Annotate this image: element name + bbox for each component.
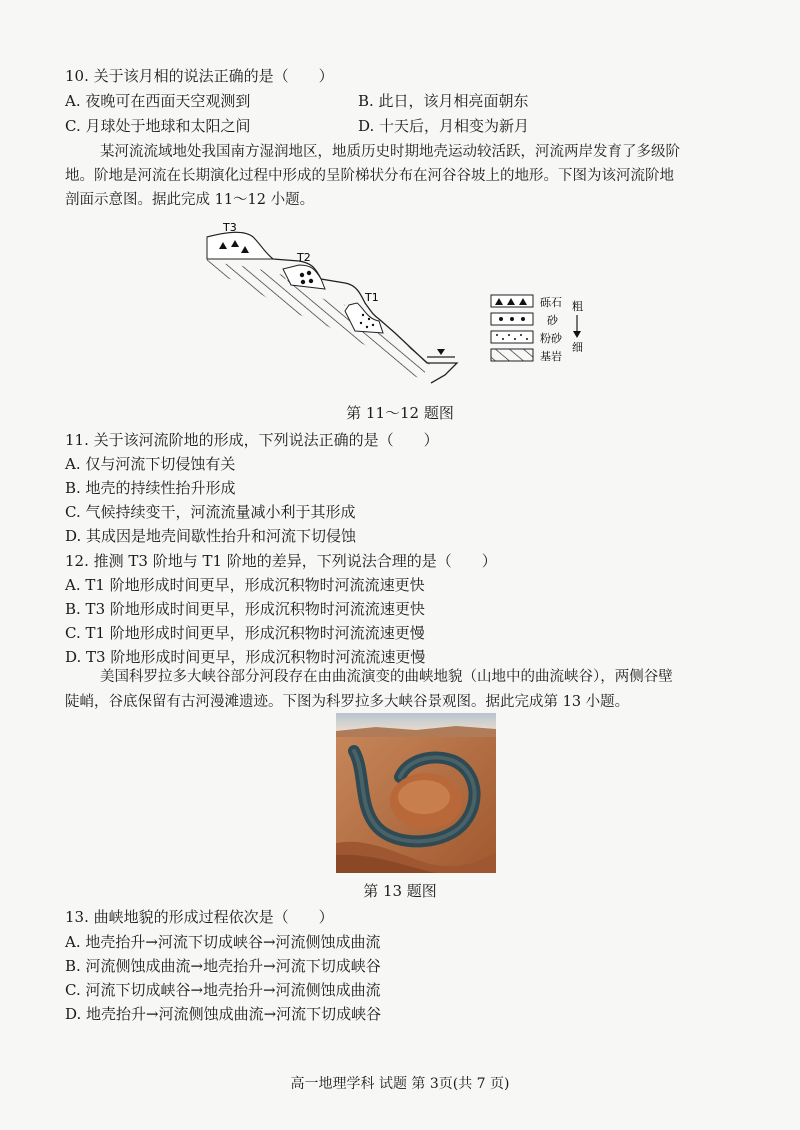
q13-option-d: D. 地壳抬升→河流侧蚀成曲流→河流下切成峡谷: [65, 1005, 382, 1023]
label-t2: T2: [297, 251, 311, 264]
q11-option-d: D. 其成因是地壳间歇性抬升和河流下切侵蚀: [65, 527, 357, 545]
intro-11-12-line3: 剖面示意图。据此完成 11～12 小题。: [65, 192, 315, 208]
silt-mark: [362, 314, 364, 316]
q11-option-c: C. 气候持续变干，河流流量减小利于其形成: [65, 503, 356, 521]
sand-mark: [307, 271, 311, 275]
q13-option-b: B. 河流侧蚀成曲流→地壳抬升→河流下切成峡谷: [65, 957, 381, 975]
q12-stem: 12. 推测 T3 阶地与 T1 阶地的差异，下列说法合理的是（ ）: [65, 552, 497, 570]
q12-option-a: A. T1 阶地形成时间更早，形成沉积物时河流流速更快: [65, 576, 425, 594]
intro-11-12-line2: 地。阶地是河流在长期演化过程中形成的呈阶梯状分布在河谷谷坡上的地形。下图为该河流阶地: [65, 168, 674, 184]
q12-option-d: D. T3 阶地形成时间更早，形成沉积物时河流流速更慢: [65, 648, 426, 666]
water-level-mark: [437, 349, 445, 355]
legend-bedrock-label: 基岩: [540, 350, 562, 363]
legend-fine-label: 细: [572, 341, 583, 354]
legend-coarse-label: 粗: [572, 300, 583, 313]
terrace-profile-diagram: [195, 215, 595, 395]
intro-13-line2: 陡峭，谷底保留有古河漫滩遗迹。下图为科罗拉多大峡谷景观图。据此完成第 13 小题。: [65, 694, 630, 710]
silt-mark: [368, 318, 370, 320]
bedrock-body: [207, 253, 433, 379]
sand-mark: [300, 273, 304, 277]
q13-option-a: A. 地壳抬升→河流下切成峡谷→河流侧蚀成曲流: [65, 933, 381, 951]
q11-option-a: A. 仅与河流下切侵蚀有关: [65, 455, 236, 473]
label-t3: T3: [223, 221, 237, 234]
page-footer: 高一地理学科 试题 第 3页(共 7 页): [290, 1076, 510, 1092]
q12-option-c: C. T1 阶地形成时间更早，形成沉积物时河流流速更慢: [65, 624, 425, 642]
q10-option-d: D. 十天后，月相变为新月: [358, 117, 530, 135]
q13-stem: 13. 曲峡地貌的形成过程依次是（ ）: [65, 908, 334, 926]
intro-13-line1: 美国科罗拉多大峡谷部分河段存在由曲流演变的曲峡地貌（山地中的曲流峡谷），两侧谷壁: [100, 669, 673, 685]
label-t1: T1: [365, 291, 379, 304]
sand-mark: [301, 280, 305, 284]
t3-deposit: [207, 232, 273, 259]
q10-stem: 10. 关于该月相的说法正确的是（ ）: [65, 67, 334, 85]
q12-option-b: B. T3 阶地形成时间更早，形成沉积物时河流流速更快: [65, 600, 425, 618]
q10-option-b: B. 此日，该月相亮面朝东: [358, 92, 529, 110]
q11-stem: 11. 关于该河流阶地的形成，下列说法正确的是（ ）: [65, 431, 439, 449]
q10-option-c: C. 月球处于地球和太阳之间: [65, 117, 251, 135]
silt-mark: [372, 324, 374, 326]
q10-option-a: A. 夜晚可在西面天空观测到: [65, 92, 251, 110]
intro-11-12-line1: 某河流流域地处我国南方湿润地区，地质历史时期地壳运动较活跃，河流两岸发育了多级阶: [100, 144, 680, 160]
sand-mark: [309, 279, 313, 283]
canyon-photo: [336, 713, 496, 873]
q13-option-c: C. 河流下切成峡谷→地壳抬升→河流侧蚀成曲流: [65, 981, 381, 999]
legend-silt-label: 粉砂: [540, 332, 562, 345]
figure-11-12-caption: 第 11～12 题图: [346, 404, 454, 422]
silt-mark: [366, 326, 368, 328]
legend-sand-label: 砂: [547, 314, 558, 327]
silt-mark: [360, 322, 362, 324]
legend: [491, 295, 583, 363]
legend-gravel-label: 砾石: [540, 296, 562, 309]
figure-13-caption: 第 13 题图: [363, 882, 437, 900]
q11-option-b: B. 地壳的持续性抬升形成: [65, 479, 236, 497]
